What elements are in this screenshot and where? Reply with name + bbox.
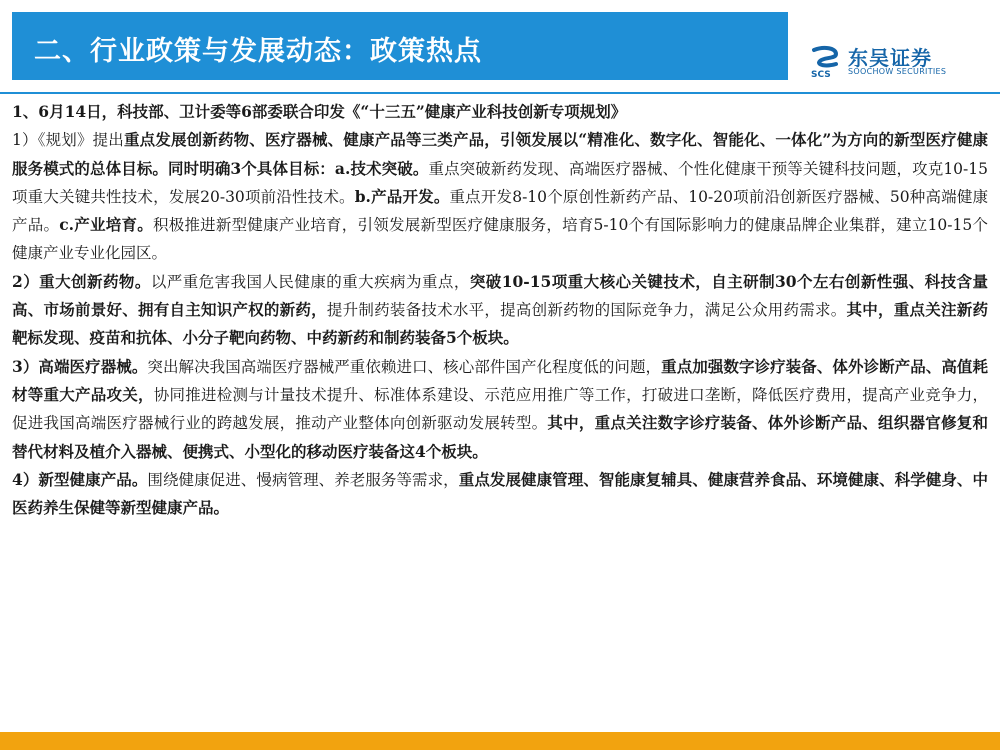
p1-text-3: 重点开发8-10个原创性新药产品、10-20项前沿创新医疗器械、50种高端健康产品。: [12, 187, 988, 235]
logo-name-en: SOOCHOW SECURITIES: [848, 67, 947, 76]
p3-bold-2: 重点加强数字诊疗装备、体外诊断产品、高值耗材等重大产品攻关，: [12, 356, 988, 404]
p1-text-1: 1）《规划》提出: [12, 131, 124, 150]
p2-bold-2: 突破10-15项重大核心关键技术，自主研制30个左右创新性强、科技含量高、市场前景好、拥有自主知识产权的新药，: [12, 271, 988, 320]
heading-text: 1、6月14日，科技部、卫计委等6部委联合印发《“十三五”健康产业科技创新专项规划》: [12, 102, 627, 121]
paragraph-3: [12, 353, 988, 466]
p2-bold-3: 其中，重点关注新药靶标发现、疫苗和抗体、小分子靶向药物、中药新药和制药装备5个板块。: [12, 300, 988, 348]
page-title: 二、行业政策与发展动态：政策热点: [34, 36, 482, 67]
paragraph-1: [12, 126, 988, 267]
logo-name-cn: 东吴证券: [848, 46, 932, 70]
p4-text-1: 围绕健康促进、慢病管理、养老服务等需求，: [147, 470, 459, 489]
p2-bold-1: 2）重大创新药物。: [12, 271, 151, 291]
p2-text-1: 以严重危害我国人民健康的重大疾病为重点，: [150, 272, 470, 291]
company-logo: [808, 44, 988, 84]
p3-bold-3: 其中，重点关注数字诊疗装备、体外诊断产品、组织器官修复和替代材料及植介入器械、便携式、小型化的移动医疗装备这4个板块。: [12, 413, 988, 461]
p4-bold-2: 重点发展健康管理、智能康复辅具、健康营养食品、环境健康、科学健身、中医药养生保健等新型健康产品。: [12, 469, 988, 518]
p4-bold-1: 4）新型健康产品。: [12, 469, 148, 489]
section-heading: [12, 98, 988, 126]
soochow-logo-icon: [808, 44, 842, 78]
paragraph-4: [12, 466, 988, 523]
document-body: [12, 98, 988, 522]
p1-bold-3: c.产业培育。: [59, 215, 153, 235]
logo-mark-text: SCS: [811, 70, 831, 78]
p1-bold-2: b.产品开发。: [354, 186, 450, 206]
p3-text-1: 突出解决我国高端医疗器械严重依赖进口、核心部件国产化程度低的问题，: [147, 357, 662, 376]
footer-bar: [0, 732, 1000, 750]
p2-text-2: 提升制药装备技术水平，提高创新药物的国际竞争力，满足公众用药需求。: [326, 301, 847, 320]
header-divider: [0, 92, 1000, 94]
p3-bold-1: 3）高端医疗器械。: [12, 356, 148, 376]
p3-text-2: 协同推进检测与计量技术提升、标准体系建设、示范应用推广等工作，打破进口垄断，降低医疗费用，提高产业竞争力，促进我国高端医疗器械行业的跨越发展，推动产业整体向创新驱动发展转型。: [12, 385, 988, 433]
paragraph-2: [12, 268, 988, 353]
p1-text-4: 积极推进新型健康产业培育，引领发展新型医疗健康服务，培育5-10个有国际影响力的健康品牌企业集群，建立10-15个健康产业专业化园区。: [12, 216, 988, 263]
title-bar: [12, 12, 788, 80]
p1-text-2: 重点突破新药发现、高端医疗器械、个性化健康干预等关键科技问题，攻克10-15项重大关键共性技术，发展20-30项前沿性技术。: [12, 159, 988, 206]
p1-bold-1: 重点发展创新药物、医疗器械、健康产品等三类产品，引领发展以“精准化、数字化、智能化、一体化”为方向的新型医疗健康服务模式的总体目标。同时明确3个具体目标：a.技术突破。: [12, 130, 988, 178]
